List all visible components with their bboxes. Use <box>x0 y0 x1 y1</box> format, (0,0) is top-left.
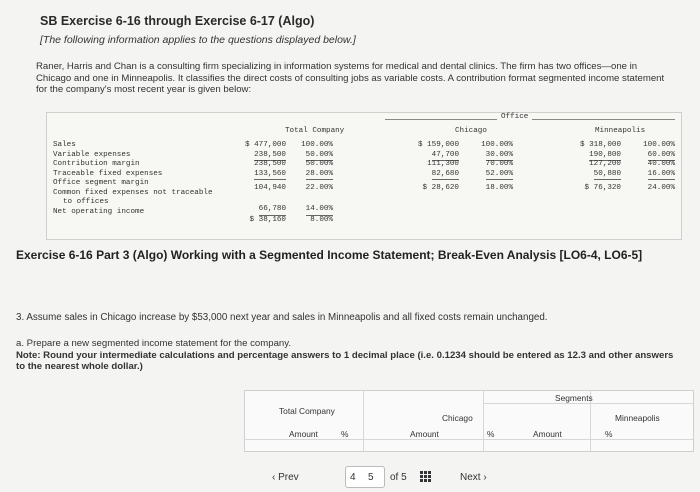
chicago-amount: 111,300 <box>427 160 459 168</box>
page-of-total: of 5 <box>390 472 407 483</box>
segments-header: Segments <box>555 393 593 403</box>
segmented-income-statement <box>46 112 682 240</box>
minneapolis-amount: $ 318,000 <box>579 141 621 149</box>
minneapolis-percent: 100.00% <box>643 141 675 149</box>
total-amount: 238,500 <box>254 160 286 168</box>
minneapolis-percent: 24.00% <box>647 184 675 192</box>
total-percent: 8.00% <box>310 216 333 224</box>
total-company-header: Total Company <box>285 127 345 135</box>
total-amount: $ 38,160 <box>249 216 286 224</box>
row-label: Variable expenses <box>53 150 131 159</box>
header-underline <box>245 439 693 440</box>
segments-underline <box>483 403 693 404</box>
percent-col-header: % <box>487 429 495 439</box>
chevron-right-icon: › <box>483 472 487 483</box>
row-label: Sales <box>53 141 76 149</box>
total-percent: 50.00% <box>305 160 333 168</box>
column-divider <box>483 391 484 451</box>
chicago-header: Chicago <box>455 127 487 135</box>
total-percent: 28.00% <box>306 170 333 181</box>
rounding-note: Note: Round your intermediate calculations and percentage answers to 1 decimal place (i.e. 0.1234 should be entered as 12.3 and other answers to the nearest whole dollar.) <box>16 349 674 372</box>
total-amount: 104,940 <box>254 184 286 192</box>
chicago-col-header: Chicago <box>442 413 473 423</box>
percent-col-header: % <box>605 429 613 439</box>
chicago-percent: 52.00% <box>486 170 513 181</box>
page-number-current[interactable]: 5 <box>368 472 374 483</box>
total-amount: 238,500 <box>254 151 286 162</box>
question-text: 3. Assume sales in Chicago increase by $53,000 next year and sales in Minneapolis and all fixed costs remain unchanged. <box>16 312 548 323</box>
minneapolis-col-header: Minneapolis <box>615 413 660 423</box>
total-percent: 100.00% <box>301 141 333 149</box>
minneapolis-amount: $ 76,320 <box>584 184 621 192</box>
total-amount: 66,780 <box>259 205 286 216</box>
office-label: Office <box>497 113 532 121</box>
amount-col-header: Amount <box>289 429 318 439</box>
percent-col-header: % <box>341 429 349 439</box>
chicago-amount: 82,680 <box>432 170 459 181</box>
minneapolis-percent: 40.00% <box>647 160 675 168</box>
minneapolis-header: Minneapolis <box>595 127 646 135</box>
grid-icon[interactable] <box>420 471 432 483</box>
part-a-text: a. Prepare a new segmented income statement for the company. <box>16 338 291 349</box>
chicago-amount: $ 159,000 <box>417 141 459 149</box>
chicago-percent: 30.00% <box>486 151 513 162</box>
chicago-amount: $ 28,620 <box>422 184 459 192</box>
part-a-instructions <box>16 338 676 373</box>
row-label: Traceable fixed expenses <box>53 169 163 178</box>
next-button[interactable]: Next › <box>460 472 487 483</box>
prev-button[interactable]: ‹ Prev <box>272 472 299 483</box>
column-divider <box>363 391 364 451</box>
instructions-subtitle: [The following information applies to the questions displayed below.] <box>40 34 356 46</box>
amount-col-header: Amount <box>410 429 439 439</box>
row-label: Office segment margin <box>53 179 149 187</box>
statement-row-labels <box>53 141 213 217</box>
chicago-percent: 18.00% <box>485 184 513 192</box>
row-label: Common fixed expenses not traceable <box>53 188 213 197</box>
minneapolis-amount: 127,200 <box>589 160 621 168</box>
minneapolis-percent: 16.00% <box>648 170 675 181</box>
chicago-percent: 100.00% <box>481 141 513 149</box>
row-label: Net operating income <box>53 207 145 216</box>
chicago-percent: 70.00% <box>485 160 513 168</box>
total-percent: 22.00% <box>305 184 333 192</box>
answer-table <box>244 390 694 452</box>
page-number-prev[interactable]: 4 <box>350 472 356 483</box>
total-amount: 133,560 <box>254 170 286 181</box>
minneapolis-amount: 50,880 <box>594 170 621 181</box>
total-amount: $ 477,000 <box>244 141 286 149</box>
chicago-amount: 47,700 <box>432 151 459 162</box>
amount-col-header: Amount <box>533 429 562 439</box>
part-heading: Exercise 6-16 Part 3 (Algo) Working with a Segmented Income Statement; Break-Even Analysis [LO6-4, LO6-5] <box>16 248 643 262</box>
intro-paragraph: Raner, Harris and Chan is a consulting firm specializing in information systems for medical and dental clinics. The firm has two offices—one in Chicago and one in Minneapolis. It classifies the direct costs of consulting jobs as variable costs. A contribution format segmented income statement for the company's most recent year is given below: <box>36 61 665 95</box>
row-label: to offices <box>63 198 109 206</box>
chevron-left-icon: ‹ <box>272 472 276 483</box>
total-company-col-header: Total Company <box>279 406 335 416</box>
row-label: Contribution margin <box>53 160 140 168</box>
minneapolis-amount: 190,800 <box>589 151 621 162</box>
exercise-title: SB Exercise 6-16 through Exercise 6-17 (Algo) <box>40 14 315 28</box>
minneapolis-percent: 60.00% <box>648 151 675 162</box>
total-percent: 14.00% <box>306 205 333 216</box>
total-percent: 50.00% <box>306 151 333 162</box>
